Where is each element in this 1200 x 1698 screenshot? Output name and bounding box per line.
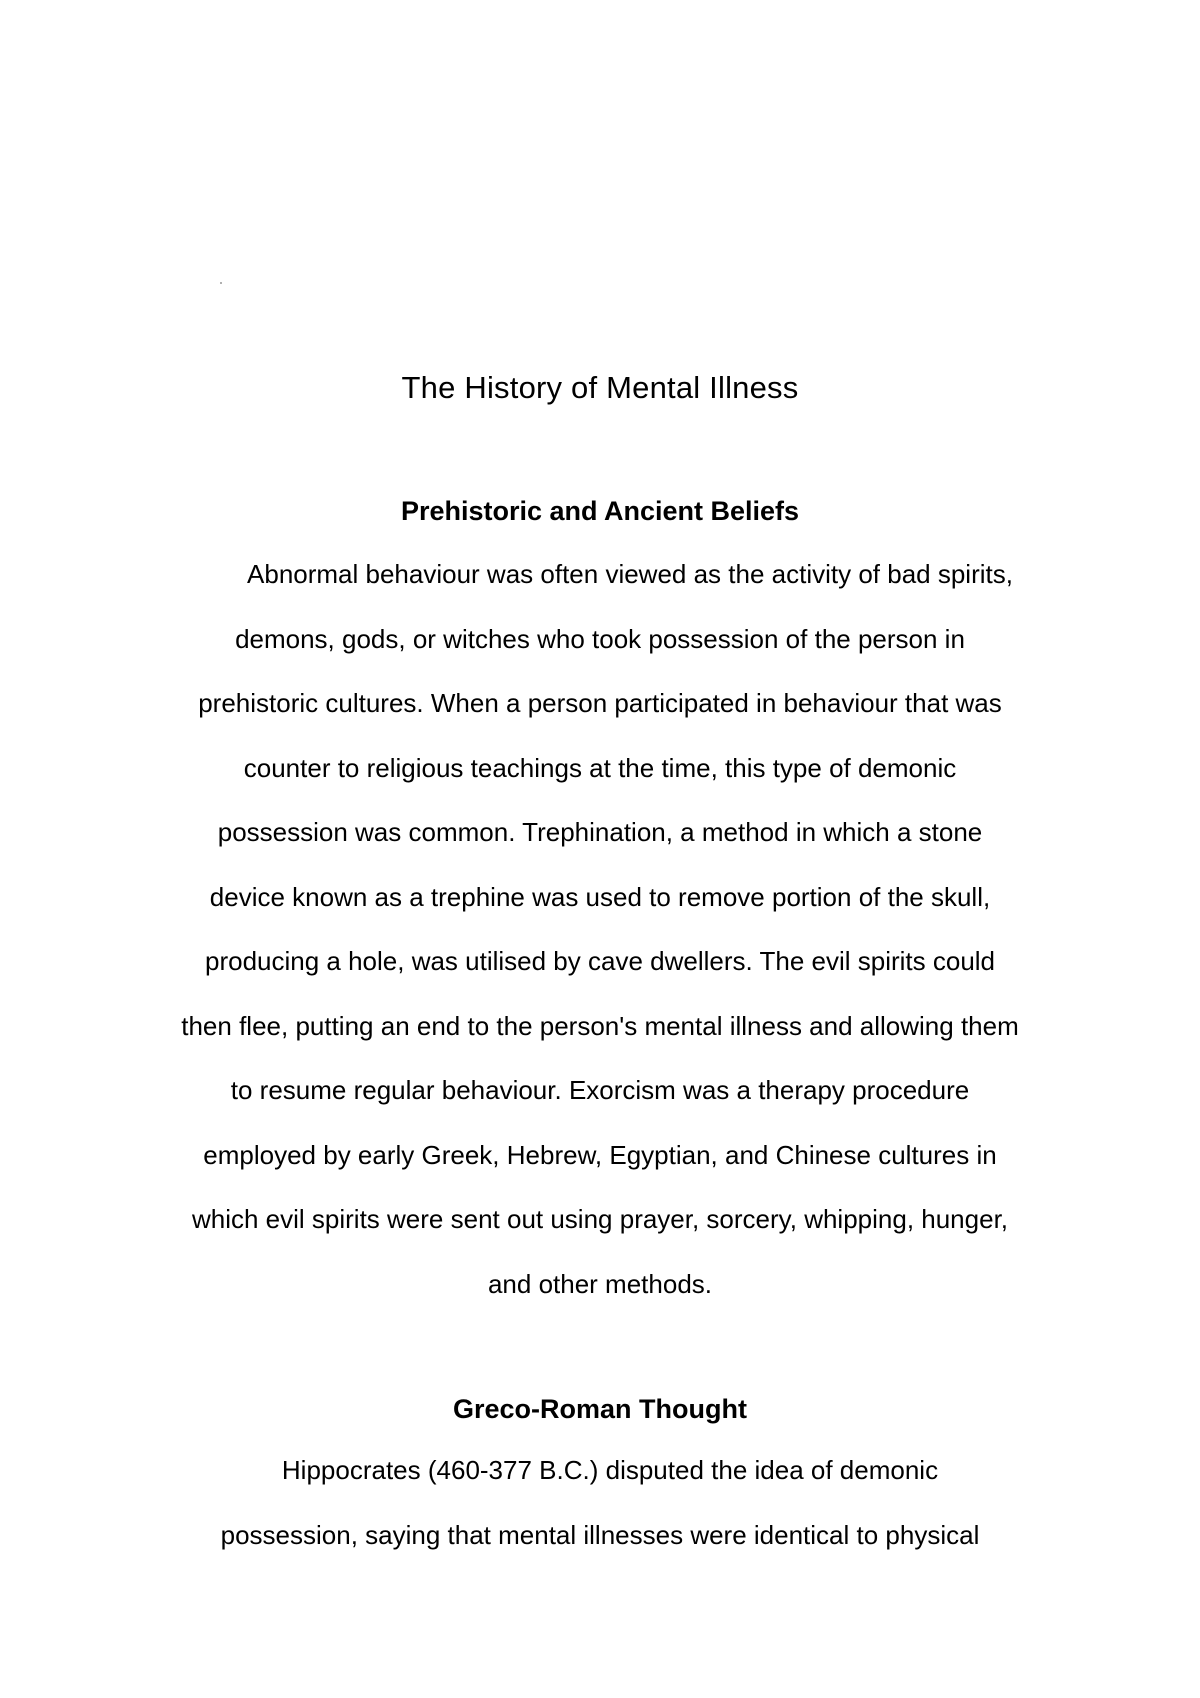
paragraph-line: counter to religious teachings at the time, this type of demonic (243, 752, 957, 783)
paragraph-line: demons, gods, or witches who took possession of the person in (235, 623, 965, 654)
section-paragraph-prehistoric (140, 542, 1060, 1316)
paragraph-line: producing a hole, was utilised by cave dwellers. The evil spirits could (204, 946, 996, 976)
paragraph-line: employed by early Greek, Hebrew, Egyptian, and Chinese cultures in (203, 1139, 997, 1170)
paragraph-line: possession was common. Trephination, a method in which a stone (217, 817, 983, 847)
section-heading-greco-roman: Greco-Roman Thought (453, 1394, 747, 1424)
paragraph-line: then flee, putting an end to the person's mental illness and allowing them (181, 1010, 1019, 1041)
document-title: The History of Mental Illness (401, 370, 799, 405)
paragraph-line: Hippocrates (460-377 B.C.) disputed the idea of demonic (281, 1455, 939, 1485)
paragraph-line: and other methods. (487, 1268, 713, 1299)
paragraph-line: prehistoric cultures. When a person participated in behaviour that was (198, 688, 1002, 718)
paragraph-line: to resume regular behaviour. Exorcism was a therapy procedure (230, 1075, 970, 1105)
section-heading-prehistoric: Prehistoric and Ancient Beliefs (400, 496, 800, 526)
section-paragraph-greco-roman (140, 1438, 1060, 1567)
paragraph-line: possession, saying that mental illnesses were identical to physical (220, 1519, 980, 1550)
paragraph-line: which evil spirits were sent out using prayer, sorcery, whipping, hunger, (191, 1204, 1009, 1234)
paragraph-line: Abnormal behaviour was often viewed as the activity of bad spirits, (247, 559, 1013, 589)
stray-mark (220, 282, 222, 284)
paragraph-line: device known as a trephine was used to remove portion of the skull, (209, 881, 991, 912)
